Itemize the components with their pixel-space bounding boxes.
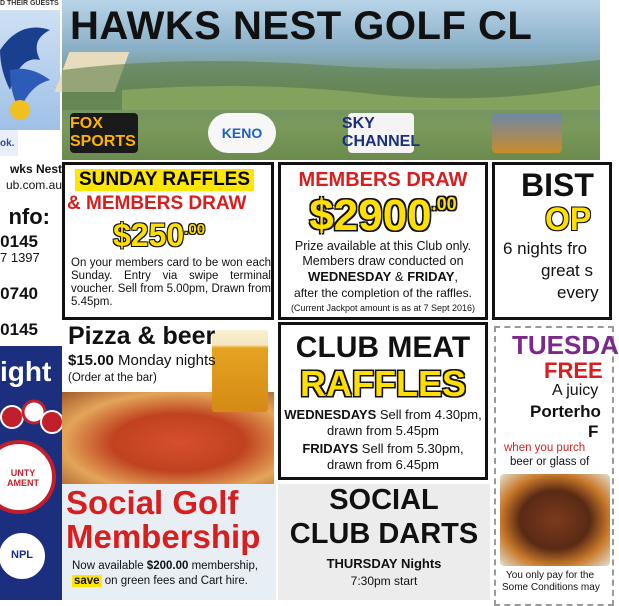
tuesday-when: when you purch bbox=[504, 442, 586, 454]
sunday-raffles-title: SUNDAY RAFFLES bbox=[75, 169, 254, 191]
pizza-beer-panel bbox=[62, 322, 274, 484]
jackpot-amount-dollars: $2900 bbox=[309, 191, 432, 240]
draw-line-1: Prize available at this Club only. bbox=[294, 239, 472, 253]
bistro-line-2: great s bbox=[541, 261, 593, 280]
fox-sports-logo[interactable]: FOX SPORTS bbox=[70, 113, 138, 153]
meat-friday-day: FRIDAYS bbox=[302, 441, 359, 456]
social-golf-title-2: Membership bbox=[66, 518, 261, 555]
tuesday-free: FREE bbox=[544, 358, 603, 383]
social-golf-panel bbox=[62, 484, 276, 600]
guests-text: D THEIR GUESTS bbox=[0, 0, 59, 7]
beer-photo bbox=[492, 113, 562, 153]
keno-logo[interactable]: KENO bbox=[208, 113, 276, 153]
meat-raffles-panel bbox=[278, 322, 488, 480]
night-text: ight bbox=[0, 356, 52, 387]
bistro-line-3: every bbox=[557, 283, 599, 302]
raffle-amount-dollars: $250 bbox=[113, 217, 185, 253]
jackpot-note: (Current Jackpot amount is as at 7 Sept 2016) bbox=[290, 303, 476, 313]
golf-text2-suffix: on green fees and Cart hire. bbox=[101, 575, 248, 587]
draw-day-tail: , bbox=[454, 269, 459, 284]
tuesday-pay-note: You only pay for the bbox=[506, 570, 595, 581]
page-title: HAWKS NEST GOLF CL bbox=[70, 4, 533, 48]
meat-friday-sell-time: Sell from 5.30pm, bbox=[358, 441, 464, 456]
tuesday-title: TUESDA bbox=[512, 330, 619, 360]
darts-time: 7:30pm start bbox=[350, 574, 418, 588]
pizza-price-suffix: Monday nights bbox=[113, 352, 216, 369]
golf-price: $200.00 bbox=[146, 560, 189, 572]
meat-wednesday-draw: drawn from 5.45pm bbox=[327, 423, 439, 438]
raffle-amount-cents: .00 bbox=[184, 221, 206, 238]
facebook-text: ok. bbox=[0, 138, 15, 149]
sunday-raffles-panel bbox=[62, 162, 274, 320]
raffle-amount bbox=[113, 217, 205, 254]
phone-number-3: 0740 bbox=[0, 284, 38, 303]
steak-image bbox=[500, 474, 610, 566]
meat-friday-sell bbox=[281, 441, 485, 456]
members-draw-subtitle: & MEMBERS DRAW bbox=[67, 193, 247, 214]
draw-line-2: Members draw conducted on bbox=[302, 254, 464, 268]
header-banner bbox=[62, 0, 600, 160]
golf-save-highlight: save bbox=[74, 575, 100, 587]
facebook-badge[interactable] bbox=[0, 130, 18, 156]
sky-channel-logo[interactable]: SKY CHANNEL bbox=[348, 113, 414, 153]
hawk-logo bbox=[0, 10, 60, 130]
tuesday-juicy: A juicy bbox=[552, 382, 599, 399]
draw-line-4: after the completion of the raffles. bbox=[294, 286, 472, 300]
bistro-open: OP bbox=[545, 201, 592, 237]
bistro-panel bbox=[492, 162, 612, 320]
phone-number-1: 0145 bbox=[0, 232, 38, 251]
pizza-note: (Order at the bar) bbox=[68, 372, 157, 384]
jackpot-amount-cents: .00 bbox=[431, 194, 457, 214]
golf-text-prefix: Now available bbox=[72, 560, 147, 572]
pizza-price-value: $15.00 bbox=[68, 352, 114, 369]
golf-text-suffix: membership, bbox=[188, 560, 259, 572]
pizza-title: Pizza & beer bbox=[68, 322, 216, 350]
tuesday-panel bbox=[494, 326, 619, 606]
left-sidebar bbox=[0, 0, 62, 600]
golf-text-2 bbox=[72, 575, 248, 587]
tuesday-beer: beer or glass of bbox=[510, 456, 590, 468]
npl-text: NPL bbox=[11, 549, 33, 561]
meat-friday-draw: drawn from 6.45pm bbox=[327, 457, 439, 472]
phone-number-2: 7 1397 bbox=[0, 250, 40, 265]
draw-day-friday: FRIDAY bbox=[407, 269, 455, 284]
tuesday-f: F bbox=[588, 422, 599, 441]
bistro-title: BIST bbox=[521, 167, 594, 203]
club-name: wks Nest bbox=[9, 162, 62, 176]
club-domain[interactable]: ub.com.au bbox=[5, 178, 62, 192]
darts-title-2: CLUB DARTS bbox=[289, 518, 479, 550]
social-darts-panel bbox=[278, 484, 490, 600]
members-draw-title: MEMBERS DRAW bbox=[298, 169, 468, 191]
bistro-line-1: 6 nights fro bbox=[503, 239, 588, 258]
meat-title: CLUB MEAT bbox=[295, 331, 471, 364]
darts-night: THURSDAY Nights bbox=[326, 556, 442, 571]
aerial-view-image bbox=[62, 50, 600, 110]
darts-title-1: SOCIAL bbox=[329, 484, 439, 516]
info-label: nfo: bbox=[8, 204, 50, 229]
tuesday-porterhouse: Porterho bbox=[530, 402, 601, 421]
draw-day-wednesday: WEDNESDAY bbox=[307, 269, 392, 284]
seal-text-2: AMENT bbox=[7, 478, 39, 488]
poker-chips-icon bbox=[0, 392, 62, 442]
beer-glass-image bbox=[212, 330, 268, 412]
meat-wednesday-sell-time: Sell from 4.30pm, bbox=[376, 407, 482, 422]
draw-day-amp: & bbox=[391, 269, 408, 284]
social-golf-title-1: Social Golf bbox=[66, 484, 239, 521]
golf-text-1 bbox=[72, 560, 258, 572]
meat-wednesday-day: WEDNESDAYS bbox=[284, 407, 377, 422]
tuesday-conditions: Some Conditions may bbox=[502, 582, 600, 593]
phone-number-4: 0145 bbox=[0, 320, 38, 339]
jackpot-amount bbox=[281, 191, 485, 241]
pizza-price bbox=[68, 352, 216, 369]
draw-days bbox=[281, 269, 485, 284]
members-draw-panel bbox=[278, 162, 488, 320]
seal-text-1: UNTY bbox=[10, 468, 36, 478]
meat-raffles-heading: RAFFLES bbox=[300, 363, 466, 404]
raffle-description: On your members card to be won each Sunday. Entry via swipe terminal voucher. Sell from 5.00pm, Drawn from 5.45pm. bbox=[71, 257, 271, 308]
meat-wednesday-sell bbox=[281, 407, 485, 422]
